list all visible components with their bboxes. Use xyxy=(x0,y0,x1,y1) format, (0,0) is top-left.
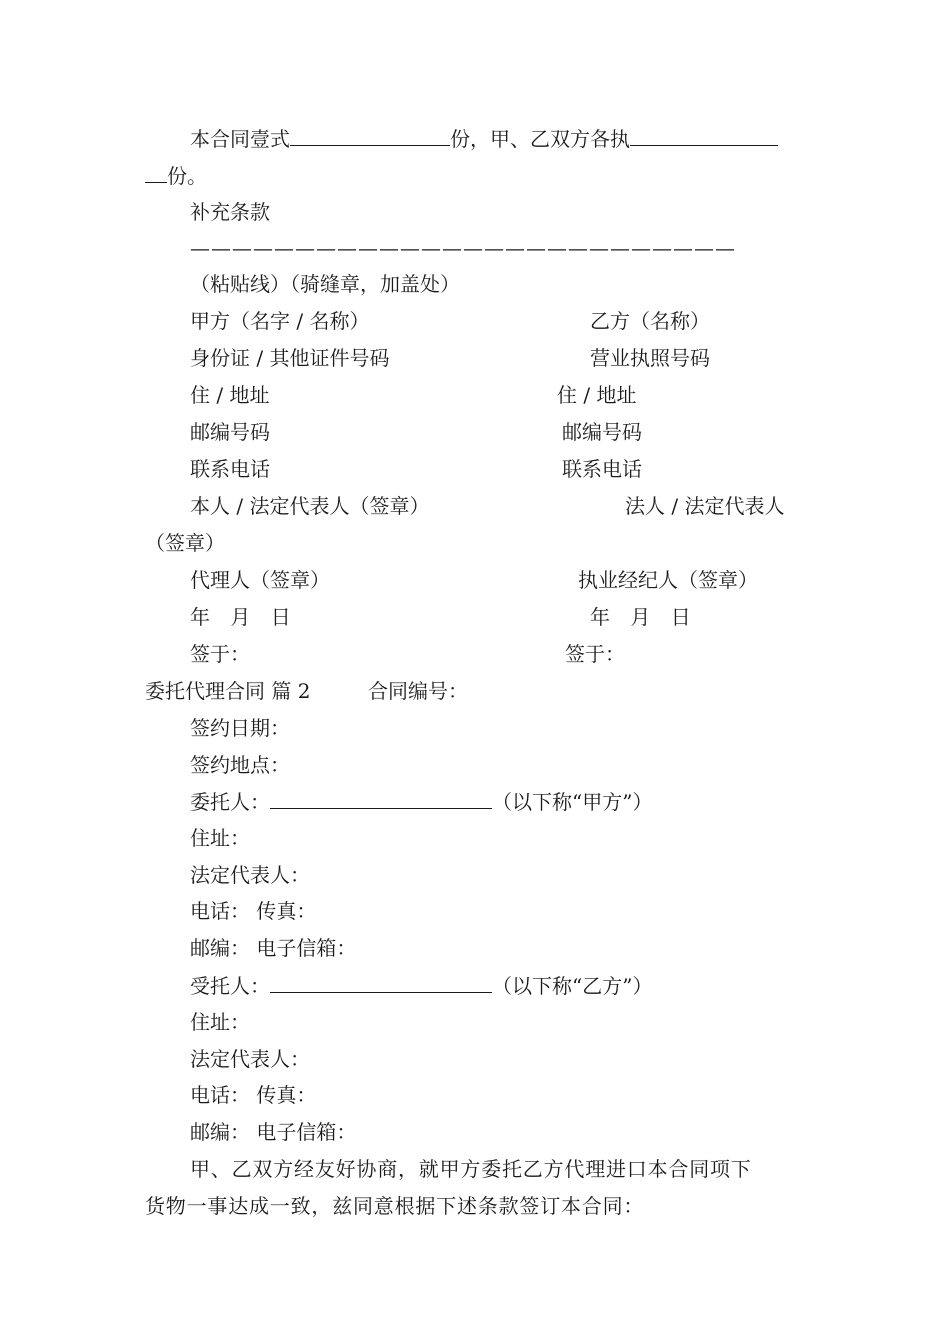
contract-number-label: 合同编号： xyxy=(368,679,468,703)
agent-zip-label: 邮编： 电子信箱： xyxy=(190,1120,357,1144)
principal-line xyxy=(190,788,652,815)
party-a-sign-label: 本人 / 法定代表人（签章） xyxy=(190,494,430,518)
agent-phone-label: 电话： 传真： xyxy=(190,1083,317,1107)
party-a-address-label: 住 / 地址 xyxy=(190,383,270,407)
copies-line xyxy=(190,125,778,152)
party-a-id-label: 身份证 / 其他证件号码 xyxy=(190,346,390,370)
sign-date-label: 签约日期： xyxy=(190,716,290,740)
party-a-signed-at-label: 签于： xyxy=(190,642,250,666)
contract-heading: 委托代理合同 篇 2 xyxy=(145,679,311,703)
copies-each-blank-cont[interactable] xyxy=(145,162,167,183)
sign-place-label: 签约地点： xyxy=(190,753,290,777)
principal-label: 委托人： xyxy=(190,790,270,814)
party-b-date-label: 年 月 日 xyxy=(590,605,691,629)
agent-name-blank[interactable] xyxy=(270,972,492,993)
party-a-phone-label: 联系电话 xyxy=(190,457,270,481)
party-a-zip-label: 邮编号码 xyxy=(190,420,270,444)
copies-each-blank[interactable] xyxy=(630,125,778,146)
principal-rep-label: 法定代表人： xyxy=(190,863,310,887)
party-b-signed-at-label: 签于： xyxy=(565,642,625,666)
principal-address-label: 住址： xyxy=(190,826,250,850)
body-paragraph-line-2: 货物一事达成一致，兹同意根据下述条款签订本合同： xyxy=(145,1194,645,1218)
party-b-sign-label-cont: （签章） xyxy=(145,531,225,555)
principal-name-blank[interactable] xyxy=(270,788,492,809)
party-b-name-label: 乙方（名称） xyxy=(590,309,710,333)
dash-separator: —————————————————————————— xyxy=(190,236,736,260)
party-b-sign-label: 法人 / 法定代表人 xyxy=(625,494,785,518)
supplement-heading: 补充条款 xyxy=(190,200,270,224)
principal-zip-label: 邮编： 电子信箱： xyxy=(190,936,357,960)
copies-line-cont xyxy=(145,162,207,189)
agent-address-label: 住址： xyxy=(190,1010,250,1034)
copies-text-b: 份，甲、乙双方各执 xyxy=(450,127,630,151)
party-b-address-label: 住 / 地址 xyxy=(557,383,637,407)
agent-label: 受托人： xyxy=(190,974,270,998)
party-b-zip-label: 邮编号码 xyxy=(562,420,642,444)
party-b-phone-label: 联系电话 xyxy=(562,457,642,481)
party-a-date-label: 年 月 日 xyxy=(190,605,291,629)
party-b-broker-label: 执业经纪人（签章） xyxy=(578,568,758,592)
copies-total-blank[interactable] xyxy=(290,125,450,146)
agent-line xyxy=(190,972,652,999)
copies-text-a: 本合同壹式 xyxy=(190,127,290,151)
body-paragraph-line-1: 甲、乙双方经友好协商，就甲方委托乙方代理进口本合同项下 xyxy=(190,1157,752,1181)
agent-rep-label: 法定代表人： xyxy=(190,1047,310,1071)
principal-phone-label: 电话： 传真： xyxy=(190,899,317,923)
principal-suffix: （以下称“甲方”） xyxy=(492,790,653,814)
paste-line-note: （粘贴线）（骑缝章，加盖处） xyxy=(190,272,460,296)
agent-suffix: （以下称“乙方”） xyxy=(492,974,653,998)
copies-text-c: 份。 xyxy=(167,164,207,188)
party-a-name-label: 甲方（名字 / 名称） xyxy=(190,309,370,333)
party-b-license-label: 营业执照号码 xyxy=(590,346,710,370)
party-a-agent-label: 代理人（签章） xyxy=(190,568,330,592)
